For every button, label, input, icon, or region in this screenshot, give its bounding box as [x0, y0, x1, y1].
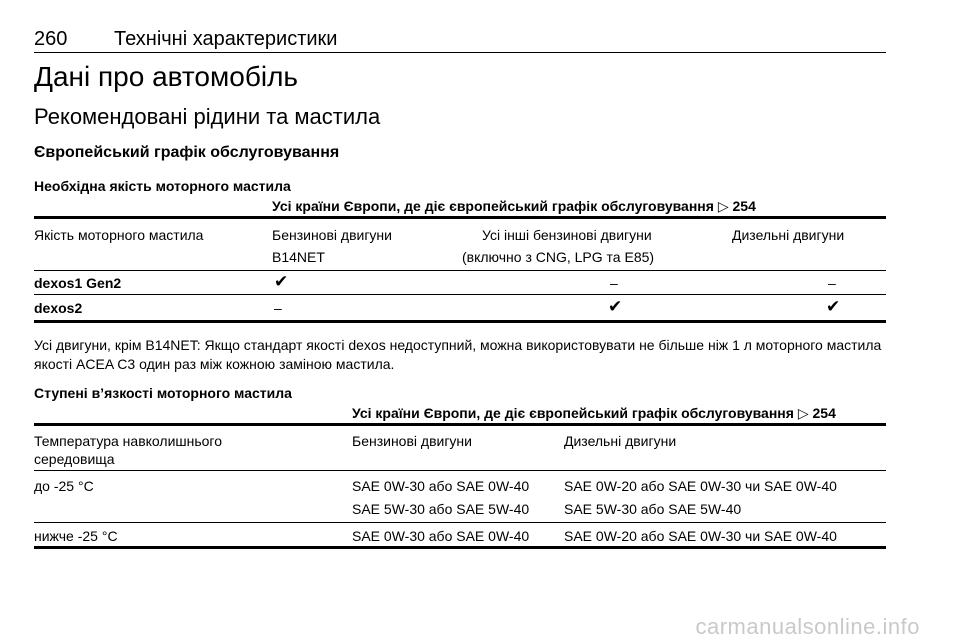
footnote: Усі двигуни, крім B14NET: Якщо стандарт якості dexos недоступний, можна використовувати не більше ніж 1 л моторного мастила якості ACEA C3 один раз між кожною заміною мастила.: [34, 337, 882, 372]
check-icon: ✔: [274, 272, 289, 291]
caption-text: Усі країни Європи, де діє європейський графік обслуговування: [352, 405, 794, 421]
check-icon: ✔: [826, 297, 841, 316]
column-header: Дизельні двигуни: [732, 227, 845, 243]
page-title: Дані про автомобіль: [34, 61, 299, 92]
table-rule: [34, 320, 886, 323]
table-cell: SAE 5W-30 або SAE 5W-40: [564, 501, 742, 517]
table-cell: SAE 5W-30 або SAE 5W-40: [352, 501, 530, 517]
section-title: Рекомендовані рідини та мастила: [34, 104, 381, 129]
column-header: Усі інші бензинові двигуни: [482, 227, 652, 243]
reference-arrow-icon: ▷: [717, 198, 729, 214]
column-header: Температура навколишнього середовища: [34, 433, 223, 467]
table-rule: [34, 270, 886, 271]
page-number: 260: [34, 28, 68, 50]
column-header: Бензинові двигуни: [352, 433, 472, 449]
column-subheader: B14NET: [272, 249, 325, 265]
page-header: [34, 26, 886, 53]
caption-text: Усі країни Європи, де діє європейський графік обслуговування: [272, 198, 714, 214]
table-cell: –: [610, 275, 618, 291]
table-cell: –: [274, 300, 282, 316]
table-cell: –: [828, 275, 836, 291]
reference-arrow-icon: ▷: [797, 405, 809, 421]
caption-page-ref: 254: [732, 198, 756, 214]
watermark: carmanualsonline.info: [695, 614, 920, 639]
table-cell-grade: dexos1 Gen2: [34, 275, 122, 291]
viscosity-heading: Ступені в’язкості моторного мастила: [34, 385, 292, 401]
table-rule: [34, 470, 886, 471]
table-cell-temp: нижче -25 °C: [34, 528, 118, 544]
caption-page-ref: 254: [812, 405, 836, 421]
column-header: Бензинові двигуни: [272, 227, 392, 243]
subsection-title: Європейський графік обслуговування: [34, 144, 340, 161]
table-cell: SAE 0W-30 або SAE 0W-40: [352, 528, 530, 544]
column-header: Якість моторного мастила: [34, 227, 204, 243]
table-rule: [34, 546, 886, 549]
table-rule: [34, 294, 886, 295]
running-title: Технічні характеристики: [114, 28, 338, 50]
table-rule: [34, 522, 886, 523]
column-subheader: (включно з CNG, LPG та E85): [462, 249, 655, 265]
check-icon: ✔: [608, 297, 623, 316]
table-rule: [34, 423, 886, 426]
viscosity-caption: [352, 404, 836, 422]
table-cell: SAE 0W-20 або SAE 0W-30 чи SAE 0W-40: [564, 528, 837, 544]
column-header: Дизельні двигуни: [564, 433, 677, 449]
table-cell-temp: до -25 °C: [34, 478, 94, 494]
table-cell: SAE 0W-20 або SAE 0W-30 чи SAE 0W-40: [564, 478, 837, 494]
table-cell-grade: dexos2: [34, 300, 83, 316]
oil-quality-heading: Необхідна якість моторного мастила: [34, 178, 291, 194]
table-cell: SAE 0W-30 або SAE 0W-40: [352, 478, 530, 494]
oil-quality-caption: [272, 197, 756, 215]
table-rule: [34, 216, 886, 219]
